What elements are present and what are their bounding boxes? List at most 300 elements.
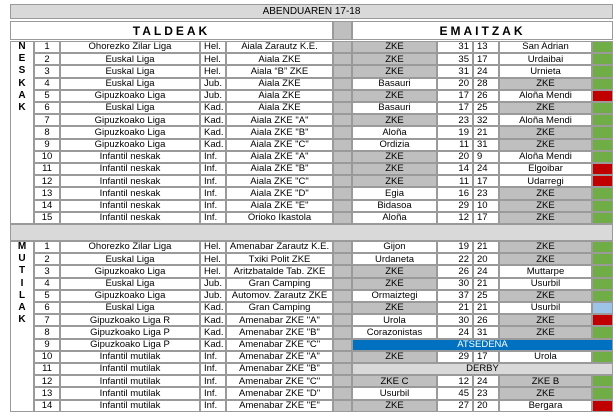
away-score: 17 [473, 175, 499, 187]
category: Jub. [200, 278, 226, 290]
home-team: ZKE [352, 151, 437, 163]
team-name: Aiala ZKE "B" [226, 163, 333, 175]
category: Jub. [200, 90, 226, 102]
away-score: 21 [473, 126, 499, 138]
team-name: Aiala “B” ZKE [226, 65, 333, 77]
away-score: 24 [473, 265, 499, 277]
home-team: Basauri [352, 102, 437, 114]
away-team: Usurbil [499, 278, 592, 290]
away-team: ZKE [499, 102, 592, 114]
gap-cell [333, 400, 352, 412]
home-score: 17 [437, 102, 473, 114]
row-number: 5 [34, 290, 60, 302]
away-team: ZKE [499, 200, 592, 212]
row-number: 10 [34, 151, 60, 163]
row-number: 12 [34, 375, 60, 387]
gap-cell [333, 351, 352, 363]
team-name: Amenabar ZKE "E" [226, 400, 333, 412]
result-indicator [592, 139, 613, 151]
home-team: ZKE [352, 400, 437, 412]
home-score: 29 [437, 200, 473, 212]
side-letter: A [18, 302, 26, 314]
team-name: Aiala ZKE "D" [226, 187, 333, 199]
team-name: Aiala ZKE "B" [226, 126, 333, 138]
home-score: 23 [437, 114, 473, 126]
side-letter: E [18, 53, 26, 65]
away-team: ZKE [499, 387, 592, 399]
gap-cell [333, 78, 352, 90]
home-score: 22 [437, 253, 473, 265]
away-team: Usurbil [499, 302, 592, 314]
away-score: 21 [473, 241, 499, 253]
category: Jub. [200, 78, 226, 90]
league-name: Euskal Liga [60, 78, 200, 90]
category: Kad. [200, 339, 226, 351]
result-indicator [592, 65, 613, 77]
result-indicator [592, 151, 613, 163]
league-name: Infantil mutilak [60, 363, 200, 375]
team-name: Amenabar ZKE "A" [226, 351, 333, 363]
league-name: Gipuzkoako Liga [60, 90, 200, 102]
league-name: Infantil mutilak [60, 375, 200, 387]
away-score: 17 [473, 351, 499, 363]
result-indicator [592, 302, 613, 314]
home-score: 31 [437, 41, 473, 53]
home-score: 27 [437, 400, 473, 412]
team-name: Aiala ZKE "C" [226, 175, 333, 187]
away-team: Muttarpe [499, 265, 592, 277]
result-indicator [592, 265, 613, 277]
league-name: Euskal Liga [60, 278, 200, 290]
team-name: Aiala ZKE [226, 78, 333, 90]
home-score: 20 [437, 151, 473, 163]
league-name: Infantil mutilak [60, 351, 200, 363]
away-team: ZKE [499, 290, 592, 302]
row-number: 5 [34, 90, 60, 102]
category: Hel. [200, 253, 226, 265]
home-team: Urdaneta [352, 253, 437, 265]
result-indicator [592, 90, 613, 102]
left-header: TALDEAK [10, 21, 333, 40]
result-indicator [592, 78, 613, 90]
row-number: 3 [34, 265, 60, 277]
league-name: Infantil neskak [60, 187, 200, 199]
result-indicator [592, 200, 613, 212]
team-name: Aiala ZKE "A" [226, 151, 333, 163]
home-score: 11 [437, 139, 473, 151]
row-number: 13 [34, 187, 60, 199]
result-indicator [592, 351, 613, 363]
result-indicator [592, 114, 613, 126]
category: Kad. [200, 126, 226, 138]
category: Kad. [200, 139, 226, 151]
gap-cell [333, 126, 352, 138]
result-indicator [592, 314, 613, 326]
category: Hel. [200, 241, 226, 253]
row-number: 3 [34, 65, 60, 77]
home-score: 20 [437, 78, 473, 90]
away-team: Urola [499, 351, 592, 363]
home-team: ZKE [352, 41, 437, 53]
right-header: EMAITZAK [352, 21, 613, 40]
away-team: ZKE B [499, 375, 592, 387]
home-score: 31 [437, 65, 473, 77]
category: Inf. [200, 163, 226, 175]
row-number: 2 [34, 253, 60, 265]
result-indicator [592, 212, 613, 224]
result-indicator [592, 400, 613, 412]
home-score: 37 [437, 290, 473, 302]
category: Kad. [200, 114, 226, 126]
result-indicator [592, 241, 613, 253]
home-score: 14 [437, 163, 473, 175]
away-score: 26 [473, 90, 499, 102]
row-number: 14 [34, 400, 60, 412]
league-name: Infantil neskak [60, 163, 200, 175]
home-team: Egia [352, 187, 437, 199]
league-name: Infantil neskak [60, 175, 200, 187]
result-indicator [592, 163, 613, 175]
category: Inf. [200, 187, 226, 199]
gap-cell [333, 363, 352, 375]
side-letter: K [18, 102, 26, 114]
result-indicator [592, 278, 613, 290]
team-name: Aiala ZKE [226, 90, 333, 102]
league-name: Gipuzkoako Liga [60, 139, 200, 151]
gap-cell [333, 151, 352, 163]
gap-cell [333, 253, 352, 265]
gap-cell [333, 387, 352, 399]
gap-cell [333, 187, 352, 199]
away-score: 24 [473, 65, 499, 77]
away-score: 25 [473, 102, 499, 114]
league-name: Euskal Liga [60, 253, 200, 265]
header-gap [333, 21, 352, 40]
away-score: 26 [473, 314, 499, 326]
league-name: Infantil neskak [60, 200, 200, 212]
row-number: 8 [34, 126, 60, 138]
gap-cell [333, 302, 352, 314]
category: Inf. [200, 151, 226, 163]
gap-cell [333, 114, 352, 126]
special-result: ATSEDENA [352, 339, 613, 351]
home-team: Corazonistas [352, 326, 437, 338]
home-score: 17 [437, 90, 473, 102]
side-letter: K [18, 314, 26, 326]
side-letter: N [18, 41, 26, 53]
result-indicator [592, 187, 613, 199]
gap-cell [333, 375, 352, 387]
away-score: 21 [473, 302, 499, 314]
team-name: Amenabar ZKE "B" [226, 326, 333, 338]
home-score: 45 [437, 387, 473, 399]
league-name: Infantil mutilak [60, 400, 200, 412]
row-number: 6 [34, 102, 60, 114]
home-score: 24 [437, 326, 473, 338]
team-name: Aiala ZKE [226, 53, 333, 65]
category: Inf. [200, 375, 226, 387]
away-score: 23 [473, 187, 499, 199]
side-letter: L [18, 289, 26, 301]
row-number: 9 [34, 139, 60, 151]
result-indicator [592, 53, 613, 65]
home-team: ZKE [352, 265, 437, 277]
row-number: 1 [34, 241, 60, 253]
league-name: Infantil mutilak [60, 387, 200, 399]
category: Hel. [200, 265, 226, 277]
category: Inf. [200, 387, 226, 399]
away-score: 17 [473, 53, 499, 65]
away-score: 13 [473, 41, 499, 53]
away-team: ZKE [499, 139, 592, 151]
result-indicator [592, 387, 613, 399]
away-score: 32 [473, 114, 499, 126]
away-score: 9 [473, 151, 499, 163]
gap-cell [333, 163, 352, 175]
team-name: Aiala ZKE [226, 102, 333, 114]
home-score: 12 [437, 375, 473, 387]
gap-cell [333, 212, 352, 224]
away-team: Bergara [499, 400, 592, 412]
team-name: Amenabar ZKE "C" [226, 375, 333, 387]
row-number: 13 [34, 387, 60, 399]
home-team: Urola [352, 314, 437, 326]
away-team: ZKE [499, 212, 592, 224]
home-team: ZKE [352, 302, 437, 314]
section-separator [10, 224, 613, 241]
home-team: Aloña [352, 212, 437, 224]
team-name: Gran Camping [226, 302, 333, 314]
away-team: ZKE [499, 187, 592, 199]
side-letter: K [18, 77, 26, 89]
row-number: 15 [34, 212, 60, 224]
league-name: Euskal Liga [60, 65, 200, 77]
away-score: 20 [473, 253, 499, 265]
home-team: ZKE [352, 351, 437, 363]
side-letter: S [18, 65, 26, 77]
gap-cell [333, 65, 352, 77]
category: Jub. [200, 290, 226, 302]
home-team: ZKE [352, 114, 437, 126]
category: Kad. [200, 302, 226, 314]
team-name: Aritzbatalde Tab. ZKE [226, 265, 333, 277]
category: Inf. [200, 363, 226, 375]
league-name: Ohorezko Zilar Liga [60, 241, 200, 253]
home-team: Ordizia [352, 139, 437, 151]
home-team: Usurbil [352, 387, 437, 399]
gap-cell [333, 175, 352, 187]
league-name: Euskal Liga [60, 102, 200, 114]
team-name: Automov. Zarautz ZKE [226, 290, 333, 302]
special-result: DERBY [352, 363, 613, 375]
row-number: 1 [34, 41, 60, 53]
league-name: Euskal Liga [60, 302, 200, 314]
away-team: Urdaibai [499, 53, 592, 65]
team-name: Amenabar ZKE "A" [226, 314, 333, 326]
home-team: ZKE C [352, 375, 437, 387]
result-indicator [592, 375, 613, 387]
team-name: Amenabar ZKE "C" [226, 339, 333, 351]
home-team: Bidasoa [352, 200, 437, 212]
team-name: Txiki Polit ZKE [226, 253, 333, 265]
away-score: 24 [473, 163, 499, 175]
side-letter: I [20, 277, 24, 289]
away-team: ZKE [499, 253, 592, 265]
gap-cell [333, 102, 352, 114]
team-name: Aiala ZKE "C" [226, 139, 333, 151]
away-team: Urnieta [499, 65, 592, 77]
away-team: ZKE [499, 78, 592, 90]
result-indicator [592, 175, 613, 187]
category: Kad. [200, 314, 226, 326]
home-team: ZKE [352, 175, 437, 187]
gap-cell [333, 53, 352, 65]
home-score: 30 [437, 278, 473, 290]
gap-cell [333, 290, 352, 302]
home-team: ZKE [352, 163, 437, 175]
team-name: Aiala Zarautz K.E. [226, 41, 333, 53]
team-name: Aiala ZKE "E" [226, 200, 333, 212]
side-letter: M [17, 241, 27, 253]
league-name: Infantil neskak [60, 212, 200, 224]
row-number: 2 [34, 53, 60, 65]
gap-cell [333, 314, 352, 326]
row-number: 14 [34, 200, 60, 212]
away-score: 31 [473, 326, 499, 338]
category: Inf. [200, 212, 226, 224]
team-name: Amenabar ZKE "B" [226, 363, 333, 375]
category: Inf. [200, 175, 226, 187]
gap-cell [333, 265, 352, 277]
category: Hel. [200, 53, 226, 65]
away-score: 28 [473, 78, 499, 90]
gap-cell [333, 200, 352, 212]
gap-cell [333, 139, 352, 151]
away-team: ZKE [499, 241, 592, 253]
gap-cell [333, 339, 352, 351]
gap-cell [333, 278, 352, 290]
home-team: ZKE [352, 278, 437, 290]
away-score: 21 [473, 278, 499, 290]
home-score: 19 [437, 241, 473, 253]
away-score: 10 [473, 200, 499, 212]
away-team: San Adrian [499, 41, 592, 53]
league-name: Gipuzkoako Liga R [60, 314, 200, 326]
home-score: 21 [437, 302, 473, 314]
category: Hel. [200, 65, 226, 77]
league-name: Gipuzkoako Liga P [60, 326, 200, 338]
gap-cell [333, 241, 352, 253]
row-number: 11 [34, 163, 60, 175]
category: Kad. [200, 102, 226, 114]
home-team: ZKE [352, 90, 437, 102]
home-team: Gijon [352, 241, 437, 253]
result-indicator [592, 41, 613, 53]
category: Inf. [200, 200, 226, 212]
row-number: 6 [34, 302, 60, 314]
row-number: 4 [34, 278, 60, 290]
result-indicator [592, 102, 613, 114]
category: Hel. [200, 41, 226, 53]
row-number: 12 [34, 175, 60, 187]
home-score: 16 [437, 187, 473, 199]
team-name: Amenabar ZKE "D" [226, 387, 333, 399]
result-indicator [592, 126, 613, 138]
gap-cell [333, 41, 352, 53]
away-score: 25 [473, 290, 499, 302]
home-team: Basauri [352, 78, 437, 90]
away-score: 17 [473, 212, 499, 224]
away-score: 20 [473, 400, 499, 412]
away-team: ZKE [499, 314, 592, 326]
away-team: ZKE [499, 326, 592, 338]
team-name: Orioko Ikastola [226, 212, 333, 224]
home-team: Aloña [352, 126, 437, 138]
home-score: 29 [437, 351, 473, 363]
row-number: 4 [34, 78, 60, 90]
away-score: 23 [473, 387, 499, 399]
row-number: 8 [34, 326, 60, 338]
team-name: Amenabar Zarautz K.E. [226, 241, 333, 253]
away-score: 31 [473, 139, 499, 151]
home-score: 26 [437, 265, 473, 277]
result-indicator [592, 253, 613, 265]
league-name: Infantil neskak [60, 151, 200, 163]
category: Inf. [200, 351, 226, 363]
home-score: 11 [437, 175, 473, 187]
home-score: 19 [437, 126, 473, 138]
row-number: 11 [34, 363, 60, 375]
gap-cell [333, 90, 352, 102]
away-team: Elgoibar [499, 163, 592, 175]
sheet-title: ABENDUAREN 17-18 [10, 4, 613, 19]
home-score: 30 [437, 314, 473, 326]
row-number: 9 [34, 339, 60, 351]
side-letter: T [18, 265, 26, 277]
team-name: Gran Camping [226, 278, 333, 290]
away-team: ZKE [499, 126, 592, 138]
league-name: Gipuzkoako Liga [60, 114, 200, 126]
home-score: 12 [437, 212, 473, 224]
away-team: Aloña Mendi [499, 151, 592, 163]
league-name: Gipuzkoako Liga [60, 265, 200, 277]
side-letter: U [18, 253, 26, 265]
home-team: Ormaiztegi [352, 290, 437, 302]
row-number: 10 [34, 351, 60, 363]
result-indicator [592, 326, 613, 338]
league-name: Gipuzkoako Liga [60, 290, 200, 302]
away-team: Udarregi [499, 175, 592, 187]
league-name: Euskal Liga [60, 53, 200, 65]
league-name: Gipuzkoako Liga [60, 126, 200, 138]
category: Kad. [200, 326, 226, 338]
category: Inf. [200, 400, 226, 412]
row-number: 7 [34, 314, 60, 326]
gap-cell [333, 326, 352, 338]
team-name: Aiala ZKE "A" [226, 114, 333, 126]
away-team: Aloña Mendi [499, 90, 592, 102]
row-number: 7 [34, 114, 60, 126]
league-name: Gipuzkoako Liga P [60, 339, 200, 351]
away-score: 24 [473, 375, 499, 387]
home-team: ZKE [352, 53, 437, 65]
away-team: Aloña Mendi [499, 114, 592, 126]
home-team: ZKE [352, 65, 437, 77]
side-letter: A [18, 89, 26, 101]
result-indicator [592, 290, 613, 302]
home-score: 35 [437, 53, 473, 65]
league-name: Ohorezko Zilar Liga [60, 41, 200, 53]
